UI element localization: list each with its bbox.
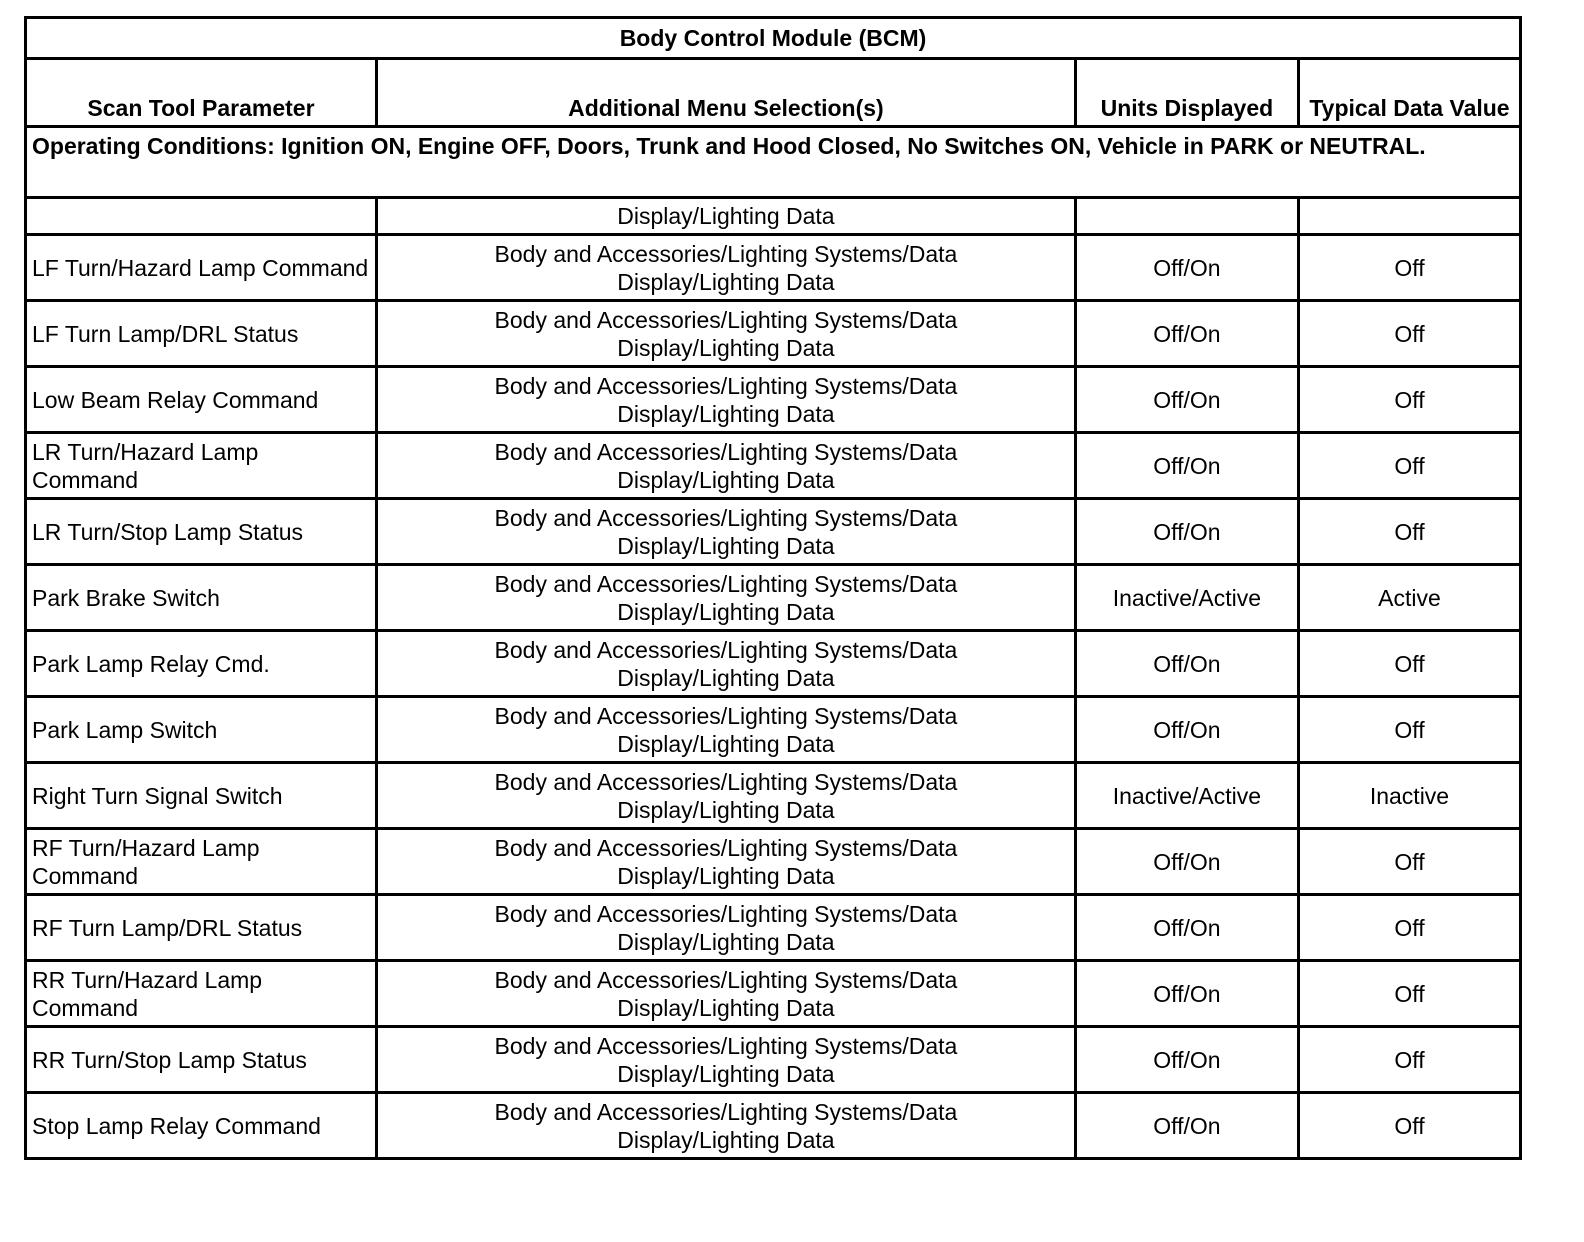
menu-selection-line-2: Display/Lighting Data bbox=[617, 1060, 835, 1087]
operating-conditions: Operating Conditions: Ignition ON, Engine OFF, Doors, Trunk and Hood Closed, No Switches ON, Vehicle in PARK or NEUTRAL. bbox=[26, 127, 1521, 198]
table-title: Body Control Module (BCM) bbox=[26, 18, 1521, 59]
menu-selection-line-1: Body and Accessories/Lighting Systems/Data bbox=[494, 1032, 958, 1059]
menu-selection-line-2: Display/Lighting Data bbox=[617, 466, 835, 493]
menu-selection-cell bbox=[376, 763, 1075, 829]
typical-value-cell: Off bbox=[1298, 697, 1520, 763]
table-title-row bbox=[26, 18, 1521, 59]
menu-selection-line-1: Body and Accessories/Lighting Systems/Data bbox=[494, 306, 958, 333]
table-row bbox=[26, 697, 1521, 763]
menu-selection-cell bbox=[376, 367, 1075, 433]
table-row bbox=[26, 235, 1521, 301]
units-cell: Off/On bbox=[1075, 235, 1298, 301]
menu-selection-cell bbox=[376, 565, 1075, 631]
table-row bbox=[26, 961, 1521, 1027]
table-row bbox=[26, 763, 1521, 829]
table-row bbox=[26, 829, 1521, 895]
units-cell: Off/On bbox=[1075, 895, 1298, 961]
units-cell: Off/On bbox=[1075, 433, 1298, 499]
menu-selection-line-2: Display/Lighting Data bbox=[617, 796, 835, 823]
typical-value-cell: Off bbox=[1298, 301, 1520, 367]
typical-value-cell: Off bbox=[1298, 499, 1520, 565]
menu-selection-cell bbox=[376, 961, 1075, 1027]
units-cell: Off/On bbox=[1075, 697, 1298, 763]
parameter-cell: LF Turn Lamp/DRL Status bbox=[26, 301, 377, 367]
menu-selection-line-1: Body and Accessories/Lighting Systems/Data bbox=[494, 900, 958, 927]
units-cell: Off/On bbox=[1075, 1093, 1298, 1159]
menu-selection-line-1: Body and Accessories/Lighting Systems/Data bbox=[494, 834, 958, 861]
bcm-data-table bbox=[24, 16, 1522, 1160]
units-cell: Inactive/Active bbox=[1075, 565, 1298, 631]
parameter-cell: RR Turn/Hazard Lamp Command bbox=[26, 961, 377, 1027]
units-cell: Off/On bbox=[1075, 367, 1298, 433]
menu-selection-line-1: Body and Accessories/Lighting Systems/Data bbox=[494, 636, 958, 663]
units-cell: Off/On bbox=[1075, 829, 1298, 895]
typical-value-cell: Off bbox=[1298, 631, 1520, 697]
units-cell: Off/On bbox=[1075, 301, 1298, 367]
menu-selection-line-1: Body and Accessories/Lighting Systems/Data bbox=[494, 966, 958, 993]
section-label: Display/Lighting Data bbox=[376, 198, 1075, 235]
units-cell: Off/On bbox=[1075, 1027, 1298, 1093]
menu-selection-line-1: Body and Accessories/Lighting Systems/Data bbox=[494, 1098, 958, 1125]
typical-value-cell: Off bbox=[1298, 433, 1520, 499]
menu-selection-cell bbox=[376, 1093, 1075, 1159]
menu-selection-line-1: Body and Accessories/Lighting Systems/Data bbox=[494, 240, 958, 267]
parameter-cell: Stop Lamp Relay Command bbox=[26, 1093, 377, 1159]
menu-selection-line-2: Display/Lighting Data bbox=[617, 598, 835, 625]
table-row bbox=[26, 631, 1521, 697]
menu-selection-line-1: Body and Accessories/Lighting Systems/Data bbox=[494, 570, 958, 597]
typical-value-cell: Inactive bbox=[1298, 763, 1520, 829]
menu-selection-cell bbox=[376, 499, 1075, 565]
units-cell: Inactive/Active bbox=[1075, 763, 1298, 829]
menu-selection-line-1: Body and Accessories/Lighting Systems/Data bbox=[494, 768, 958, 795]
menu-selection-line-2: Display/Lighting Data bbox=[617, 532, 835, 559]
table-row bbox=[26, 1027, 1521, 1093]
menu-selection-line-2: Display/Lighting Data bbox=[617, 400, 835, 427]
menu-selection-cell bbox=[376, 235, 1075, 301]
section-empty-cell bbox=[1298, 198, 1520, 235]
menu-selection-line-1: Body and Accessories/Lighting Systems/Data bbox=[494, 504, 958, 531]
header-scan-tool-parameter: Scan Tool Parameter bbox=[26, 59, 377, 127]
menu-selection-line-2: Display/Lighting Data bbox=[617, 730, 835, 757]
typical-value-cell: Off bbox=[1298, 235, 1520, 301]
menu-selection-line-1: Body and Accessories/Lighting Systems/Data bbox=[494, 372, 958, 399]
table-row bbox=[26, 565, 1521, 631]
menu-selection-line-2: Display/Lighting Data bbox=[617, 928, 835, 955]
parameter-cell: Right Turn Signal Switch bbox=[26, 763, 377, 829]
menu-selection-cell bbox=[376, 433, 1075, 499]
table-row bbox=[26, 433, 1521, 499]
parameter-cell: RF Turn/Hazard Lamp Command bbox=[26, 829, 377, 895]
parameter-cell: Park Lamp Relay Cmd. bbox=[26, 631, 377, 697]
menu-selection-cell bbox=[376, 829, 1075, 895]
typical-value-cell: Off bbox=[1298, 1027, 1520, 1093]
parameter-cell: LR Turn/Stop Lamp Status bbox=[26, 499, 377, 565]
menu-selection-cell bbox=[376, 1027, 1075, 1093]
typical-value-cell: Off bbox=[1298, 895, 1520, 961]
typical-value-cell: Off bbox=[1298, 1093, 1520, 1159]
header-typical-data-value: Typical Data Value bbox=[1298, 59, 1520, 127]
section-empty-cell bbox=[26, 198, 377, 235]
menu-selection-cell bbox=[376, 895, 1075, 961]
section-empty-cell bbox=[1075, 198, 1298, 235]
typical-value-cell: Off bbox=[1298, 961, 1520, 1027]
table-row bbox=[26, 301, 1521, 367]
section-row bbox=[26, 198, 1521, 235]
menu-selection-line-2: Display/Lighting Data bbox=[617, 862, 835, 889]
menu-selection-line-2: Display/Lighting Data bbox=[617, 1126, 835, 1153]
menu-selection-line-1: Body and Accessories/Lighting Systems/Data bbox=[494, 702, 958, 729]
parameter-cell: Park Brake Switch bbox=[26, 565, 377, 631]
operating-conditions-row bbox=[26, 127, 1521, 198]
menu-selection-line-2: Display/Lighting Data bbox=[617, 268, 835, 295]
parameter-cell: LR Turn/Hazard Lamp Command bbox=[26, 433, 377, 499]
table-row bbox=[26, 367, 1521, 433]
typical-value-cell: Off bbox=[1298, 829, 1520, 895]
parameter-cell: Park Lamp Switch bbox=[26, 697, 377, 763]
table-row bbox=[26, 499, 1521, 565]
menu-selection-line-2: Display/Lighting Data bbox=[617, 664, 835, 691]
table-row bbox=[26, 895, 1521, 961]
header-additional-menu-selection: Additional Menu Selection(s) bbox=[376, 59, 1075, 127]
parameter-cell: LF Turn/Hazard Lamp Command bbox=[26, 235, 377, 301]
parameter-cell: Low Beam Relay Command bbox=[26, 367, 377, 433]
units-cell: Off/On bbox=[1075, 499, 1298, 565]
menu-selection-line-1: Body and Accessories/Lighting Systems/Data bbox=[494, 438, 958, 465]
menu-selection-cell bbox=[376, 631, 1075, 697]
menu-selection-line-2: Display/Lighting Data bbox=[617, 334, 835, 361]
header-units-displayed: Units Displayed bbox=[1075, 59, 1298, 127]
menu-selection-cell bbox=[376, 697, 1075, 763]
parameter-cell: RF Turn Lamp/DRL Status bbox=[26, 895, 377, 961]
units-cell: Off/On bbox=[1075, 961, 1298, 1027]
menu-selection-cell bbox=[376, 301, 1075, 367]
column-header-row bbox=[26, 59, 1521, 127]
units-cell: Off/On bbox=[1075, 631, 1298, 697]
menu-selection-line-2: Display/Lighting Data bbox=[617, 994, 835, 1021]
parameter-cell: RR Turn/Stop Lamp Status bbox=[26, 1027, 377, 1093]
typical-value-cell: Active bbox=[1298, 565, 1520, 631]
table-row bbox=[26, 1093, 1521, 1159]
typical-value-cell: Off bbox=[1298, 367, 1520, 433]
